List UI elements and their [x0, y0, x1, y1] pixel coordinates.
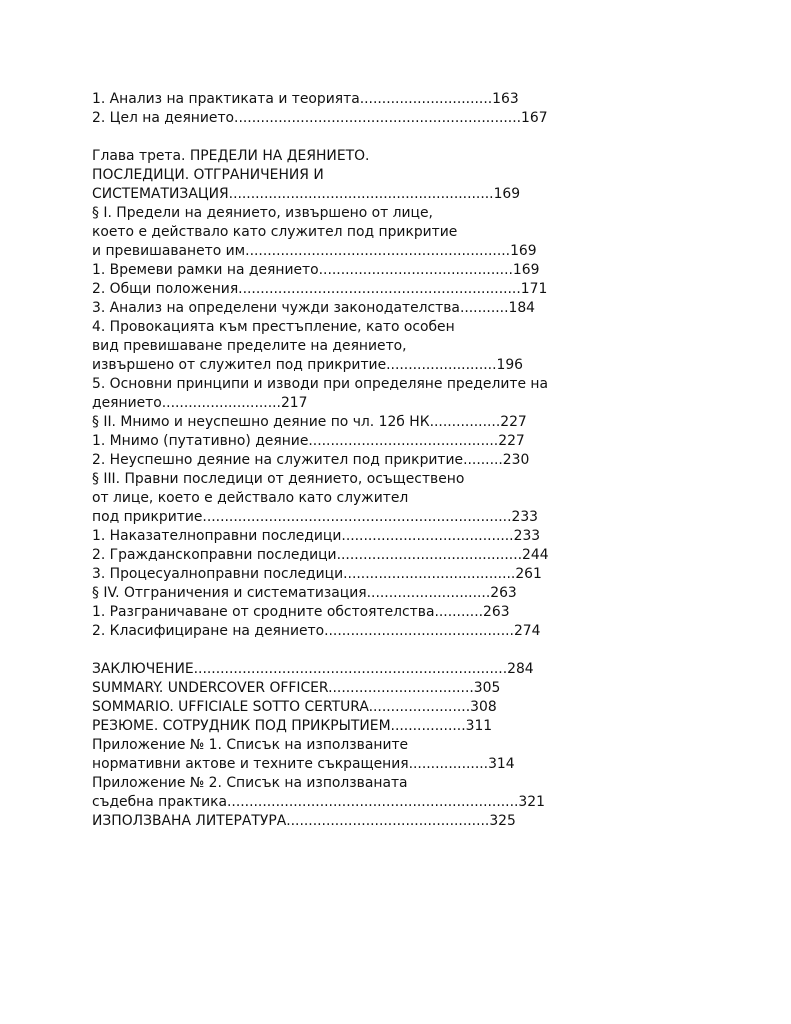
toc-group-chapter-three [92, 147, 772, 641]
chapter-heading: Глава трета. ПРЕДЕЛИ НА ДЕЯНИЕТО. [92, 148, 370, 164]
toc-entry: § І. Предели на деянието, извършено от лице, [92, 205, 433, 221]
toc-entry: 3. Процесуалноправни последици.......................................261 [92, 566, 542, 582]
toc-entry: под прикритие......................................................................233 [92, 509, 539, 525]
toc-entry: 4. Провокацията към престъпление, като особен [92, 319, 455, 335]
toc-entry: 3. Анализ на определени чужди законодателства...........184 [92, 300, 536, 316]
toc-entry: 1. Анализ на практиката и теорията..............................163 [92, 91, 519, 107]
toc-entry: съдебна практика..................................................................321 [92, 794, 545, 810]
toc-entry: РЕЗЮМЕ. СОТРУДНИК ПОД ПРИКРЫТИЕМ.................311 [92, 718, 493, 734]
toc-entry: деянието...........................217 [92, 395, 308, 411]
toc-entry: § ІІ. Мнимо и неуспешно деяние по чл. 12б НК................227 [92, 414, 527, 430]
toc-entry: ЗАКЛЮЧЕНИЕ.......................................................................284 [92, 661, 534, 677]
chapter-heading: ПОСЛЕДИЦИ. ОТГРАНИЧЕНИЯ И [92, 167, 324, 183]
chapter-heading: СИСТЕМАТИЗАЦИЯ............................................................169 [92, 186, 521, 202]
spacer [92, 641, 772, 660]
toc-entry: извършено от служител под прикритие.........................196 [92, 357, 524, 373]
toc-entry: ИЗПОЛЗВАНА ЛИТЕРАТУРА..............................................325 [92, 813, 516, 829]
toc-entry: и превишаването им............................................................169 [92, 243, 537, 259]
toc-entry: 5. Основни принципи и изводи при определяне пределите на [92, 376, 548, 392]
toc-entry: 2. Неуспешно деяние на служител под прикритие.........230 [92, 452, 530, 468]
toc-group-sections [92, 90, 772, 128]
toc-entry: Приложение № 1. Списък на използваните [92, 737, 409, 753]
toc-entry: 1. Мнимо (путативно) деяние...........................................227 [92, 433, 525, 449]
toc-entry: Приложение № 2. Списък на използваната [92, 775, 408, 791]
toc-group-back-matter [92, 660, 772, 831]
toc-entry: SOMMARIO. UFFICIALE SOTTO CERTURA.......................308 [92, 699, 497, 715]
toc-entry: 2. Гражданскоправни последици..........................................244 [92, 547, 549, 563]
toc-entry: § ІІІ. Правни последици от деянието, осъществено [92, 471, 465, 487]
toc-entry: 2. Общи положения................................................................171 [92, 281, 548, 297]
toc-entry: § ІV. Отграничения и систематизация............................263 [92, 585, 517, 601]
toc-entry: 1. Наказателноправни последици.......................................233 [92, 528, 541, 544]
toc-entry: вид превишаване пределите на деянието, [92, 338, 407, 354]
spacer [92, 128, 772, 147]
toc-entry: 2. Цел на деянието.................................................................167 [92, 110, 548, 126]
toc-entry: нормативни актове и техните съкращения..................314 [92, 756, 515, 772]
toc-entry: 2. Класифициране на деянието...........................................274 [92, 623, 541, 639]
table-of-contents [92, 90, 772, 831]
toc-entry: 1. Разграничаване от сродните обстоятелства...........263 [92, 604, 510, 620]
toc-entry: от лице, което е действало като служител [92, 490, 409, 506]
toc-entry: 1. Времеви рамки на деянието............................................169 [92, 262, 540, 278]
toc-entry: което е действало като служител под прикритие [92, 224, 458, 240]
toc-entry: SUMMARY. UNDERCOVER OFFICER.................................305 [92, 680, 501, 696]
